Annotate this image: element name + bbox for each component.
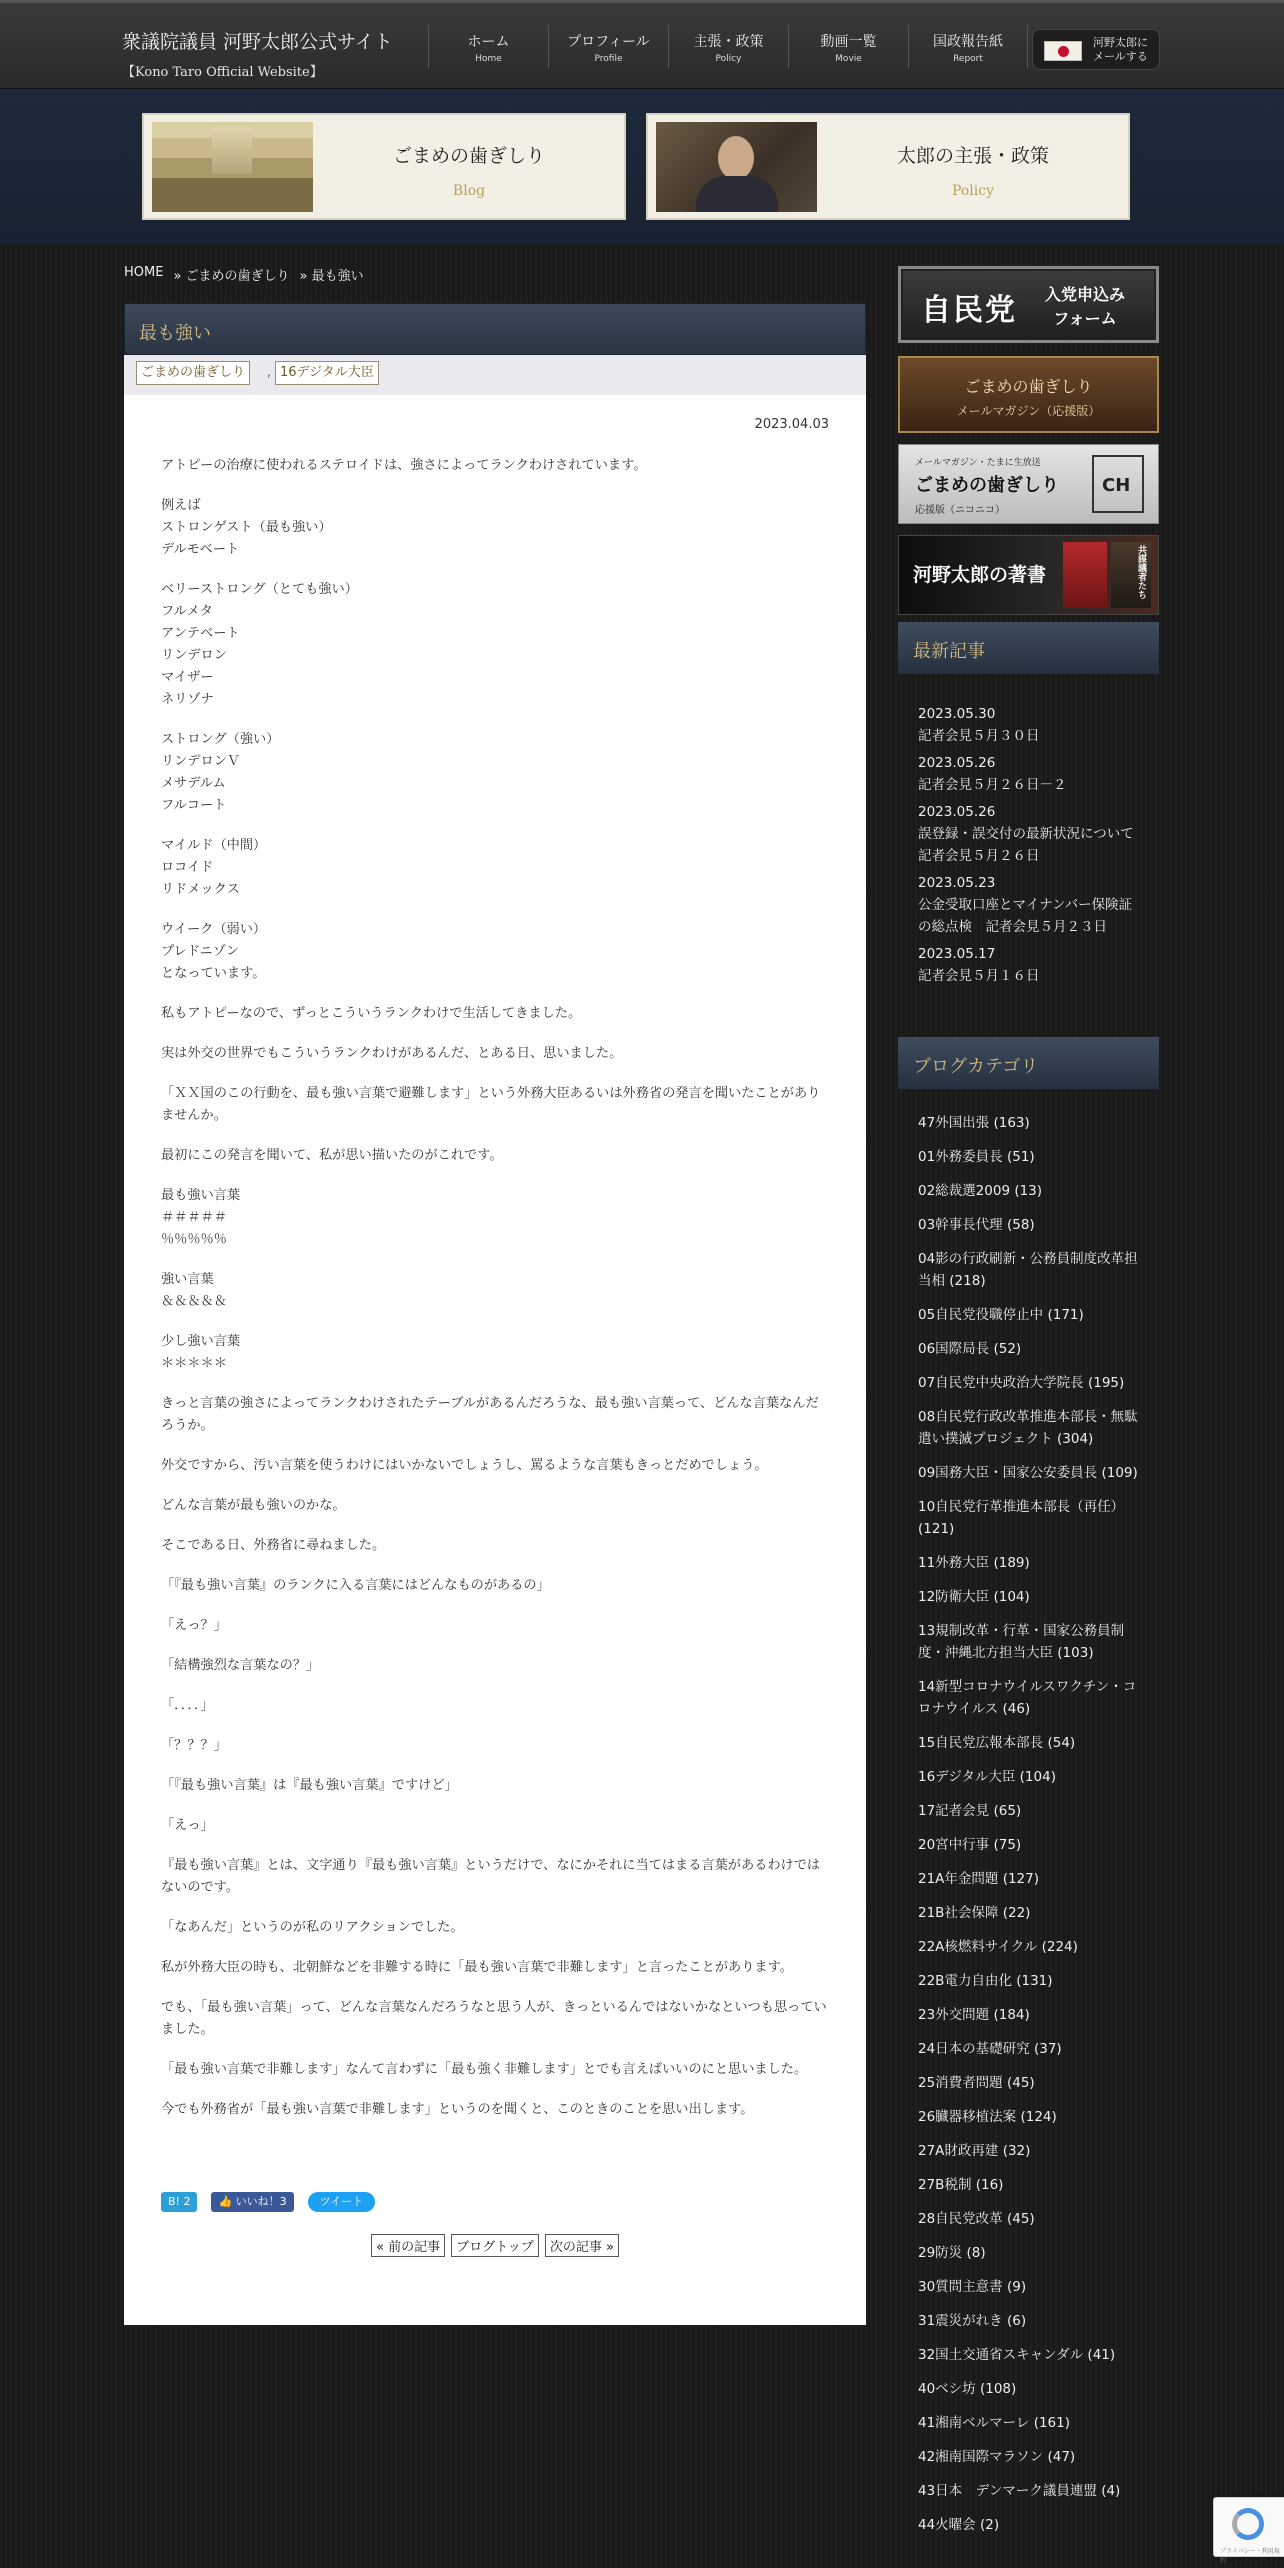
category-link[interactable]: 32国土交通省スキャンダル (41) [918,2347,1116,2363]
category-link[interactable]: 02総裁選2009 (13) [918,1183,1043,1199]
category-link[interactable]: 23外交問題 (184) [918,2007,1030,2023]
category-link[interactable]: 07自民党中央政治大学院長 (195) [918,1375,1125,1391]
blog-banner-sub: Blog [452,183,486,199]
recent-post-date: 2023.05.17 [918,946,996,962]
nav-policy-label: 主張・政策 [693,34,764,50]
article-paragraph: 少し強い言葉 ＊＊＊＊＊ [161,1334,241,1371]
blog-banner[interactable] [142,113,626,220]
recent-posts-heading [898,622,1159,674]
portrait-image [656,122,817,212]
categories-heading [898,1037,1159,1089]
nav-profile-sub: Profile [594,54,623,64]
social-buttons [161,2192,375,2212]
hatena-bookmark-button[interactable]: B! 2 [161,2192,197,2212]
niconico-banner[interactable] [898,444,1159,524]
category-link[interactable]: 15自民党広報本部長 (54) [918,1735,1076,1751]
article-paragraph: 「『最も強い言葉』は『最も強い言葉』ですけど」 [161,1778,458,1793]
article-date: 2023.04.03 [754,417,829,432]
article-paragraph: 「なあんだ」というのが私のリアクションでした。 [161,1920,464,1935]
category-link[interactable]: 25消費者問題 (45) [918,2075,1035,2091]
mail-magazine-sub: メールマガジン（応援版） [956,404,1101,418]
article-paragraph: 私が外務大臣の時も、北朝鮮などを非難する時に「最も強い言葉で非難します」と言ったことがあります。 [161,1960,793,1975]
article-paragraph: ストロング（強い） リンデロンＶ メサデルム フルコート [161,732,280,813]
category-link[interactable]: 11外務大臣 (189) [918,1555,1030,1571]
category-link[interactable]: 17記者会見 (65) [918,1803,1022,1819]
facebook-like-label: いいね！3 [235,2195,287,2208]
book-cover-image-2 [1111,542,1151,608]
article-tags [124,355,866,395]
site-header [0,0,1284,89]
category-link[interactable]: 13規制改革・行革・国家公務員制度・沖縄北方担当大臣 (103) [918,1623,1125,1661]
article-paragraph: でも、「最も強い言葉」って、どんな言葉なんだろうなと思う人が、きっといるんではないかなといつも思っていました。 [161,2000,827,2037]
article-paragraph: 『最も強い言葉』とは、文字通り『最も強い言葉』というだけで、なにかそれに当てはまる言葉があるわけではないのです。 [161,1858,821,1895]
tag-digital-minister[interactable]: 16デジタル大臣 [275,361,379,385]
category-link[interactable]: 09国務大臣・国家公安委員長 (109) [918,1465,1138,1481]
tag-separator: , [267,365,271,379]
nav-movie-sub: Movie [835,54,862,64]
category-link[interactable]: 14新型コロナウイルスワクチン・コロナウイルス (46) [918,1679,1137,1717]
recent-post-date: 2023.05.26 [918,755,996,771]
category-link[interactable]: 28自民党改革 (45) [918,2211,1035,2227]
category-link[interactable]: 05自民党役職停止中 (171) [918,1307,1084,1323]
categories-heading-label: ブログカテゴリ [913,1056,1039,1077]
recent-post-title: 記者会見５月１６日 [918,968,1040,984]
article-paragraph: 「ＸＸ国のこの行動を、最も強い言葉で避難します」という外務大臣あるいは外務省の発言を聞いたことがありませんか。 [161,1086,821,1123]
recent-post-item[interactable] [918,703,1143,747]
article-paragraph: 強い言葉 ＆＆＆＆＆ [161,1272,227,1309]
article-paragraph: 「．．．．」 [161,1698,214,1713]
recent-post-item[interactable] [918,752,1143,796]
ldp-join-label [1031,283,1139,331]
nav-policy[interactable] [668,25,788,69]
article-paragraph: そこである日、外務省に尋ねました。 [161,1538,386,1553]
nav-home[interactable] [428,25,548,69]
article-paragraph: アトピーの治療に使われるステロイドは、強さによってランクわけされています。 [161,458,647,473]
blog-banner-title: ごまめの歯ぎしり [392,145,545,167]
policy-banner-title: 太郎の主張・政策 [896,145,1049,167]
article-paragraph: 外交ですから、汚い言葉を使うわけにはいかないでしょうし、罵るような言葉もきっとだめでしょう。 [161,1458,768,1473]
breadcrumb [124,265,364,284]
category-link[interactable]: 03幹事長代理 (58) [918,1217,1035,1233]
promo-banner-area [0,89,1284,244]
article-paragraph: 実は外交の世界でもこういうランクわけがあるんだ、とある日、思いました。 [161,1046,623,1061]
article-paragraph: 「？？？」 [161,1738,227,1753]
recent-post-title: 記者会見５月２６日－２ [918,777,1067,793]
nav-movie[interactable] [788,25,908,69]
category-link[interactable]: 22A核燃料サイクル (224) [918,1939,1078,1955]
recent-post-item[interactable] [918,943,1143,987]
mail-label-line2: メールする [1093,50,1148,63]
japan-flag-icon [1044,41,1082,61]
nav-movie-label: 動画一覧 [820,34,877,50]
main-nav [428,25,1028,69]
thumbs-up-icon: 👍 [218,2195,236,2208]
article-paragraph: 私もアトピーなので、ずっとこういうランクわけで生活してきました。 [161,1006,582,1021]
book-cover-image [1063,542,1107,608]
article-paragraph: 「えっ？」 [161,1618,227,1633]
policy-banner[interactable] [646,113,1130,220]
recent-post-item[interactable] [918,801,1148,867]
recaptcha-badge[interactable] [1213,2497,1284,2564]
diet-building-image [152,122,313,212]
category-link[interactable]: 41湘南ベルマーレ (161) [918,2415,1071,2431]
category-link[interactable]: 42湘南国際マラソン (47) [918,2449,1076,2465]
article-body [124,395,866,2325]
category-link[interactable]: 31震災がれき (6) [918,2313,1027,2329]
article-paragraph: ウイーク（弱い） プレドニゾン となっています。 [161,922,267,981]
category-link[interactable]: 10自民党行革推進本部長（再任） (121) [918,1499,1125,1537]
mail-magazine-title: ごまめの歯ぎしり [964,377,1093,396]
prev-article-link[interactable]: « 前の記事 [371,2234,445,2257]
recent-post-title: 記者会見５月３０日 [918,728,1040,744]
site-title[interactable]: 衆議院議員 河野太郎公式サイト [122,31,393,53]
ldp-join-line2: フォーム [1053,309,1117,328]
breadcrumb-home[interactable]: HOME [124,265,164,280]
nav-home-sub: Home [475,54,502,64]
article-paragraph: 「最も強い言葉で非難します」なんて言わずに「最も強く非難します」とでも言えばいいのにと思いました。 [161,2062,808,2077]
category-link[interactable]: 22B電力自由化 (131) [918,1973,1053,1989]
category-link[interactable]: 01外務委員長 (51) [918,1149,1035,1165]
article-title: 最も強い [139,323,211,344]
category-link[interactable]: 06国際局長 (52) [918,1341,1022,1357]
article-text [161,455,829,2139]
niconico-banner-title: ごまめの歯ぎしり [915,475,1059,496]
mail-magazine-banner[interactable] [898,356,1159,433]
recent-post-date: 2023.05.26 [918,804,996,820]
ldp-logo-text: 自民党 [921,293,1017,328]
category-link[interactable]: 44火曜会 (2) [918,2517,1000,2533]
recent-post-item[interactable] [918,872,1143,938]
blog-top-link[interactable]: ブログトップ [451,2234,539,2257]
breadcrumb-section[interactable]: » ごまめの歯ぎしり [173,269,290,284]
nav-profile-label: プロフィール [567,34,650,50]
categories-list [918,1112,1143,2548]
recent-post-date: 2023.05.30 [918,706,996,722]
article-paragraph: 最も強い言葉 ＃＃＃＃＃ ％％％％％ [161,1188,241,1247]
category-link[interactable]: 27A財政再建 (32) [918,2143,1031,2159]
mail-button-label [1093,36,1148,64]
category-link[interactable]: 40ベシ坊 (108) [918,2381,1017,2397]
ldp-join-banner[interactable] [898,266,1159,343]
nav-profile[interactable] [548,25,668,69]
recent-post-date: 2023.05.23 [918,875,996,891]
tweet-button[interactable]: ツイート [308,2192,375,2212]
article-header [124,303,866,355]
site-subtitle: 【Kono Taro Official Website】 [122,65,323,80]
next-article-link[interactable]: 次の記事 » [545,2234,619,2257]
category-link[interactable]: 21B社会保障 (22) [918,1905,1031,1921]
books-banner[interactable] [898,535,1159,615]
category-link[interactable]: 16デジタル大臣 (104) [918,1769,1056,1785]
article-paragraph: 「結構強烈な言葉なの？」 [161,1658,320,1673]
recaptcha-label: プライバシー・利用規約 [1220,2548,1280,2564]
article-paragraph: 「『最も強い言葉』のランクに入る言葉にはどんなものがあるの」 [161,1578,550,1593]
category-link[interactable]: 30質問主意書 (9) [918,2279,1027,2295]
recent-posts-list [918,703,1148,992]
article-paragraph: きっと言葉の強さによってランクわけされたテーブルがあるんだろうな、最も強い言葉って、どんな言葉なんだろうか。 [161,1396,819,1433]
books-banner-title: 河野太郎の著書 [913,564,1047,586]
tag-gomame[interactable]: ごまめの歯ぎしり [136,361,250,385]
category-link[interactable]: 04影の行政刷新・公務員制度改革担当相 (218) [918,1251,1138,1289]
category-link[interactable]: 43日本 デンマーク議員連盟 (4) [918,2483,1121,2499]
nav-policy-sub: Policy [715,54,742,64]
article-paragraph: どんな言葉が最も強いのかな。 [161,1498,346,1513]
article-paragraph: 今でも外務省が「最も強い言葉で非難します」というのを聞くと、このときのことを思い出します。 [161,2102,754,2117]
breadcrumb-current: » 最も強い [299,269,364,284]
category-link[interactable]: 47外国出張 (163) [918,1115,1030,1131]
article-pager [124,2234,866,2257]
niconico-banner-sub: 応援版（ニコニコ） [915,505,1005,516]
ldp-join-line1: 入党申込み [1044,285,1125,304]
recent-posts-heading-label: 最新記事 [913,641,985,662]
category-link[interactable]: 21A年金問題 (127) [918,1871,1040,1887]
nav-report-label: 国政報告紙 [933,34,1003,50]
mail-button[interactable] [1032,29,1160,70]
category-link[interactable]: 29防災 (8) [918,2245,986,2261]
category-link[interactable]: 24日本の基礎研究 (37) [918,2041,1062,2057]
nav-report-sub: Report [953,54,983,64]
category-link[interactable]: 12防衛大臣 (104) [918,1589,1030,1605]
facebook-like-button[interactable] [211,2192,293,2212]
article-paragraph: ベリーストロング（とても強い） フルメタ アンテベート リンデロン マイザー ネリゾナ [161,582,358,707]
recent-post-title: 誤登録・誤交付の最新状況について 記者会見５月２６日 [918,826,1148,864]
article-paragraph: マイルド（中間） ロコイド リドメックス [161,838,267,897]
niconico-banner-caption: メールマガジン・たまに生放送 [915,458,1041,468]
mail-label-line1: 河野太郎に [1093,36,1148,49]
recent-post-title: 公金受取口座とマイナンバー保険証の総点検 記者会見５月２３日 [918,897,1133,935]
category-link[interactable]: 08自民党行政改革推進本部長・無駄遣い撲滅プロジェクト (304) [918,1409,1138,1447]
recaptcha-icon [1232,2508,1264,2540]
category-link[interactable]: 26臓器移植法案 (124) [918,2109,1057,2125]
nav-report[interactable] [908,25,1028,69]
nav-home-label: ホーム [467,34,510,50]
article-paragraph: 「えっ」 [161,1818,214,1833]
category-link[interactable]: 27B税制 (16) [918,2177,1004,2193]
category-link[interactable]: 20宮中行事 (75) [918,1837,1022,1853]
channel-logo-icon [1092,455,1144,513]
policy-banner-sub: Policy [952,183,994,199]
article-paragraph: 例えば ストロンゲスト（最も強い） デルモベート [161,498,332,557]
book-title: 共謀議者たち [1136,545,1146,599]
article-paragraph: 最初にこの発言を聞いて、私が思い描いたのがこれです。 [161,1148,503,1163]
